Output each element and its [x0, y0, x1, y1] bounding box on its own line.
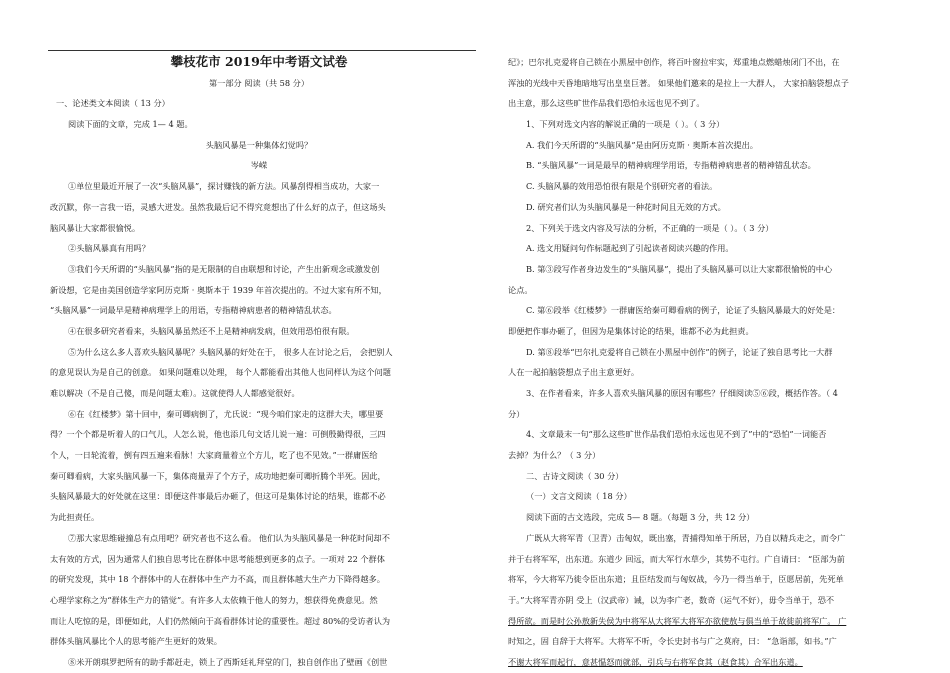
- right-text-line: 1、下列对选文内容的解说正确的一项是（ ）。（ 3 分）: [526, 119, 725, 130]
- left-text-line: ②头脑风暴真有用吗？: [68, 243, 150, 254]
- right-text-line: 并于右将军军，出东道。东道少 回远，而大军行水草少，其势不屯行。广自请曰： “臣部为前: [508, 553, 845, 564]
- right-text-line: 纪》；巴尔扎克爱将自己锁在小黑屋中创作，将百叶窗拉牢实，郑重地点燃蜡烛闭门不出，在: [508, 57, 840, 67]
- left-text-line: 心理学家称之为“群体生产力的错觉”。有许多人太依赖于他人的努力，想获得免费意见。然: [50, 594, 378, 605]
- left-column: [50, 52, 468, 673]
- left-text-line: 太有效的方式，因为通常人们独自思考比在群体中思考能想到更多的点子。一项对 22 个群体: [50, 553, 385, 564]
- left-text-line: 个人，一日轮流着，倒有四五遍来看脉！大家商量着立个方儿，吃了也不见效。”一群庸医给: [50, 450, 378, 461]
- left-text-line: 改沉默，你一言我一语，灵感大迸发。虽然我最后记不得究竟想出了什么好的点子，但这场头: [50, 201, 386, 212]
- right-text-line: 将军，今大将军乃徙令臣出东道；且臣结发而与匈奴战，今乃一得当单于，臣愿居前，先死单: [508, 574, 844, 585]
- right-text-line: 论点。: [508, 284, 533, 295]
- left-text-line: ⑦那大家思维碰撞总有点用吧？研究者也不这么看。 他们认为头脑风暴是一种花时间却不: [68, 532, 390, 543]
- right-text-line: 时知之，固 自辞于大将军。大将军不听，令长史封书与广之莫府，曰： “急诣部，如书。”广: [508, 636, 837, 647]
- left-text-line: 的意见误认为是自己的创意。 如果问题难以处理， 每个人都能看出其他人也同样认为这个问题: [50, 367, 391, 378]
- left-text-line: “头脑风暴”一词最早是精神病理学上的用语，专指精神病患者的精神错乱状态。: [50, 305, 337, 316]
- right-text-line: 2、下列关于选文内容及写法的分析，不正确的一项是（ ）。（ 3 分）: [526, 222, 774, 233]
- right-text-line: 即便把作事办砸了，但因为是集体讨论的结果，谁都不必为此担责。: [508, 325, 754, 336]
- left-text-line: 群体头脑风暴比个人的思考能产生更好的效果。: [50, 636, 222, 647]
- left-text-line: 为此担责任。: [50, 512, 100, 523]
- left-text-line: 难以解决（不是自己傻，而是问题太难）。这就使得人人都感觉很好。: [50, 388, 300, 398]
- right-text-line: 分）: [508, 408, 525, 419]
- right-text-line: 不谢大将军而起行，意甚愠怒而就部，引兵与右将军食其（赵食其）合军出东道。: [508, 656, 803, 667]
- right-text-line: B. 第③段写作者身边发生的“头脑风暴”，提出了头脑风暴可以让大家都很愉悦的中心: [526, 263, 833, 274]
- top-rule: [48, 50, 476, 51]
- right-text-line: 去掉？为什么？（ 3 分）: [508, 450, 601, 461]
- right-text-line: C. 头脑风暴的效用恐怕很有限是个别研究者的看法。: [526, 181, 718, 192]
- right-text-line: 广既从大将军青（卫青）击匈奴，既出塞，青捕得知单于所居，乃自以精兵走之，而令广: [526, 532, 846, 543]
- right-text-line: B. “头脑风暴”一词是最早的精神病理学用语，专指精神病患者的精神错乱状态。: [526, 160, 816, 171]
- right-text-line: 阅读下面的古文选段，完成 5— 8 题。（每题 3 分，共 12 分）: [526, 512, 755, 523]
- right-text-line: （一）文言文阅读（ 18 分）: [526, 491, 632, 502]
- left-text-line: 秦可卿看病，大家头脑风暴一下，集体商量弄了个方子，成功地把秦可卿折腾个半死。因此，: [50, 470, 386, 481]
- right-text-line: 4、文章最末一句“那么这些旷世作品我们恐怕永远也见不到了”中的“恐怕”一词能否: [526, 429, 827, 440]
- left-text-line: 阅读下面的文章，完成 1— 4 题。: [68, 119, 193, 130]
- right-text-line: 3、在作者看来，许多人喜欢头脑风暴的原因有哪些？仔细阅读⑤⑥段，概括作答。（ 4: [526, 388, 838, 398]
- left-text-line: ③我们今天所谓的“头脑风暴”指的是无限制的自由联想和讨论，产生出新观念或激发创: [68, 263, 380, 274]
- left-text-line: ④在很多研究者看来，头脑风暴虽然还不上是精神病发病，但效用恐怕很有限。: [68, 325, 355, 336]
- left-text-line: 新设想，它是由美国创造学家阿历克斯 · 奥斯本于 1939 年首次提出的。不过大家有所不知，: [50, 284, 387, 295]
- left-text-line: 而让人吃惊的是，即便如此，人们仍然倾向于高看群体讨论的重要性。超过 80%的受访者认为: [50, 615, 391, 626]
- right-text-line: C. 第⑥段举《红楼梦》一群庸医给秦可卿看病的例子，论证了头脑风暴最大的好处是：: [526, 305, 841, 316]
- left-text-line: ①单位里最近开展了一次“头脑风暴”，探讨赚钱的新方法。风暴刮得相当成功，大家一: [68, 181, 380, 192]
- right-text-line: 二、古诗文阅读（ 30 分）: [526, 470, 624, 481]
- left-text-line: 攀枝花市 2019年中考语文试卷: [170, 54, 348, 69]
- left-text-line: 头脑风暴最大的好处就在这里：即便这件事最后办砸了，但这可是集体讨论的结果，谁都不必: [50, 491, 386, 502]
- left-text-line: ⑧米开朗琪罗把所有的助手都赶走，锁上了西斯廷礼拜堂的门，独自创作出了壁画《创世: [68, 656, 388, 667]
- left-text-line: 一、论述类文本阅读（ 13 分）: [56, 98, 170, 109]
- left-text-line: 岑嵘: [250, 160, 268, 171]
- right-text-line: A. 我们今天所谓的“头脑风暴”是由阿历克斯 · 奥斯本首次提出。: [526, 139, 758, 150]
- right-text-line: 人在一起拍脑袋想点子出主意更好。: [508, 367, 640, 378]
- left-text-line: ⑥在《红楼梦》第十回中，秦可卿病倒了，尤氏说：“现今咱们家走的这群大夫，哪里要: [68, 408, 384, 419]
- left-text-line: 的研究发现，其中 18 个群体中的人在群体中生产力不高，而且群体越大生产力下降得越多。: [50, 574, 385, 585]
- left-text-line: 第一部分 阅读（共 58 分）: [208, 77, 310, 88]
- right-text-line: 出主意，那么这些旷世作品我们恐怕永远也见不到了。: [508, 98, 705, 109]
- left-text-line: 脑风暴让大家都很愉悦。: [50, 222, 141, 233]
- right-text-line: 于。”大将军青亦阴 受上（汉武帝）诫，以为李广老，数奇（运气不好），毋令当单于，恐不: [508, 594, 835, 605]
- right-text-line: 浑浊的光线中天昏地暗地写出皇皇巨著。 如果他们邀来的是拉上一大群人， 大家拍脑袋想点子: [508, 77, 849, 88]
- right-text-line: D. 研究者们认为头脑风暴是一种花时间且无效的方式。: [526, 201, 726, 212]
- right-text-line: 得所欲。而是时公孙敖新失侯为中将军从大将军大将军亦欲使敖与俱当单于故徙前将军广。 广: [508, 615, 847, 626]
- left-text-line: ⑤为什么这么多人喜欢头脑风暴呢？头脑风暴的好处在于， 很多人在讨论之后， 会把别人: [68, 346, 393, 357]
- right-text-line: D. 第⑧段举“巴尔扎克爱将自己锁在小黑屋中创作”的例子，论证了独自思考比一大群: [526, 346, 833, 357]
- left-text-line: 得？一个个都是听着人的口气儿，人怎么说，他也添几句文话儿说一遍：可倒殷勤得很，三四: [50, 429, 386, 440]
- right-column: [508, 52, 900, 673]
- right-text-line: A. 选文用疑问句作标题起到了引起读者阅读兴趣的作用。: [526, 243, 734, 254]
- left-text-line: 头脑风暴是一种集体幻觉吗？: [205, 139, 313, 150]
